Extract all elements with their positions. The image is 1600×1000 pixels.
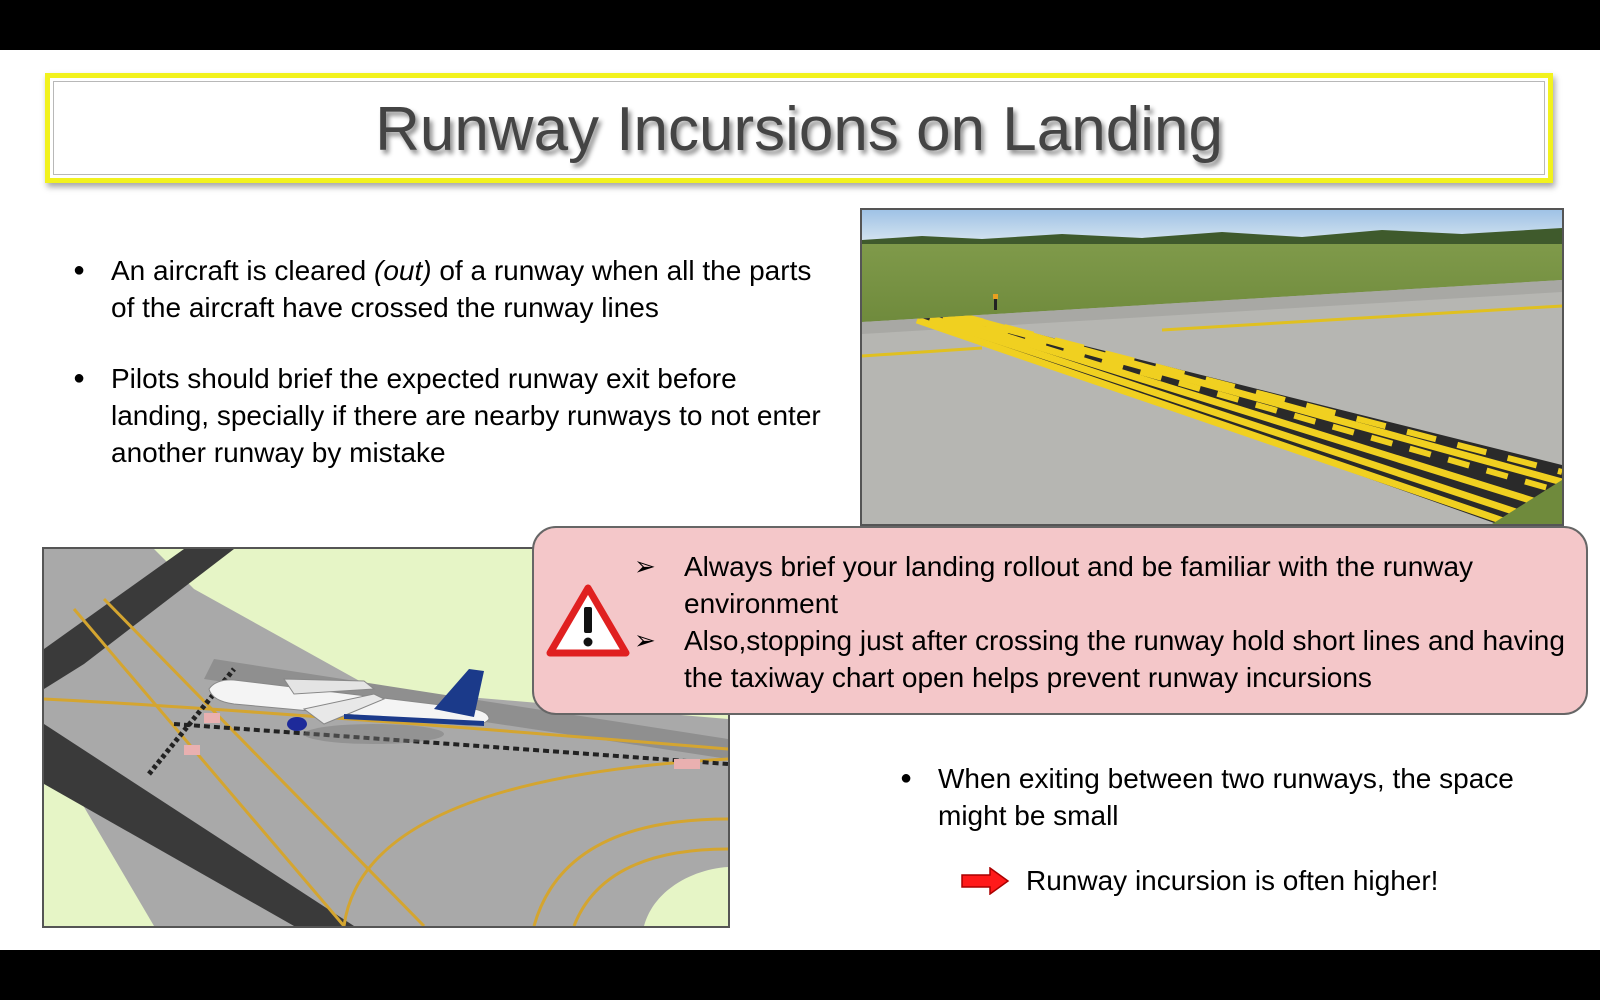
bullet-cleared-runway (73, 252, 833, 326)
tip-text: Always brief your landing rollout and be familiar with the runway environment (684, 551, 1474, 619)
warning-tips-list (634, 548, 1579, 696)
bullet-exiting-between-runways: ● When exiting between two runways, the space might be small (900, 760, 1520, 834)
tip-text: Also,stopping just after crossing the runway hold short lines and having the taxiway chart open helps prevent runway incursions (684, 625, 1565, 693)
slide (0, 50, 1600, 950)
tip-item (634, 622, 1579, 696)
right-bullet-list (900, 760, 1520, 834)
arrowhead-bullet-icon: ➢ (634, 625, 656, 655)
bullet-brief-exit: ● Pilots should brief the expected runway exit before landing, specially if there are nearby runways to not enter another runway by mistake (73, 360, 833, 471)
red-arrow-icon (960, 867, 1010, 895)
warning-triangle-icon (546, 583, 630, 657)
left-bullet-list (73, 252, 833, 471)
bullet-emphasis: (out) (374, 255, 432, 286)
title-box (45, 73, 1553, 183)
incursion-note (960, 862, 1438, 899)
bullet-text-before: An aircraft is cleared (111, 255, 374, 286)
warning-callout (532, 526, 1588, 715)
note-text: Runway incursion is often higher! (1026, 865, 1439, 896)
slide-title: Runway Incursions on Landing (375, 95, 1223, 164)
tip-item (634, 548, 1579, 622)
arrowhead-bullet-icon: ➢ (634, 551, 656, 581)
hold-short-marking-photo (860, 208, 1564, 526)
bullet-text-after: of a runway when all the parts of the aircraft have crossed the runway lines (111, 255, 812, 323)
